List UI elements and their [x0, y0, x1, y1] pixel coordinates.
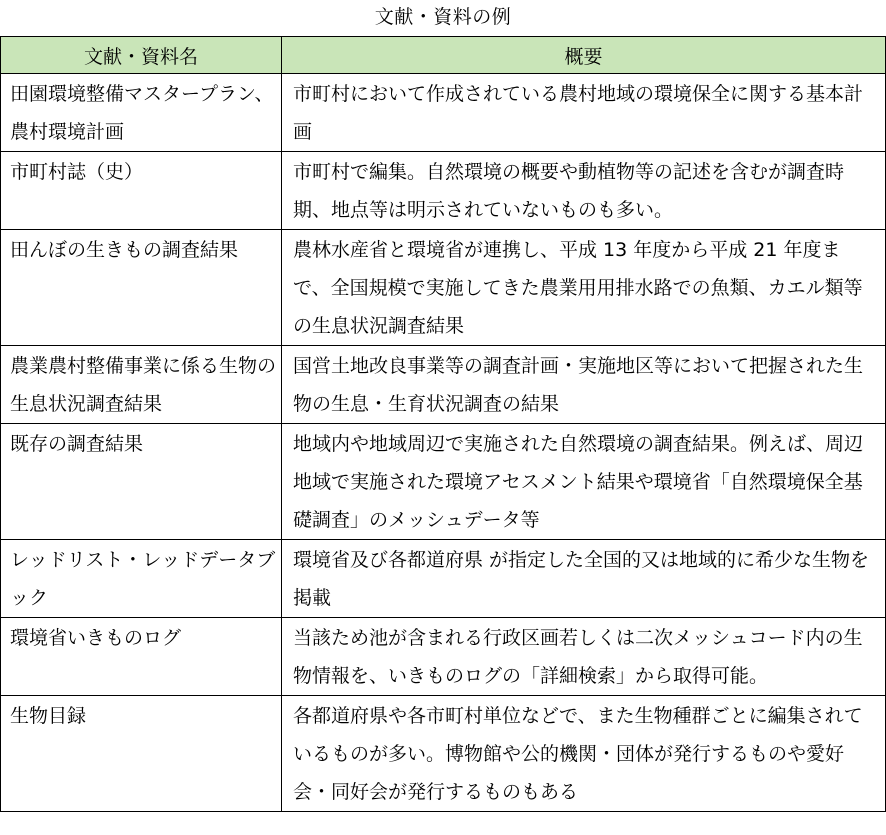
cell-name: 市町村誌（史） [1, 152, 282, 230]
table-row [1, 152, 886, 230]
table-row [1, 230, 886, 346]
table-row [1, 346, 886, 424]
table-row [1, 540, 886, 618]
cell-name: 生物目録 [1, 696, 282, 812]
cell-name: 環境省いきものログ [1, 618, 282, 696]
cell-summary: 地域内や地域周辺で実施された自然環境の調査結果。例えば、周辺地域で実施された環境アセスメント結果や環境省「自然環境保全基礎調査」のメッシュデータ等 [282, 424, 886, 540]
header-summary: 概要 [282, 37, 886, 74]
cell-name: 田んぼの生きもの調査結果 [1, 230, 282, 346]
cell-summary: 市町村において作成されている農村地域の環境保全に関する基本計画 [282, 74, 886, 152]
table-row [1, 74, 886, 152]
cell-name: 農業農村整備事業に係る生物の生息状況調査結果 [1, 346, 282, 424]
table-caption: 文献・資料の例 [374, 6, 512, 28]
cell-summary: 各都道府県や各市町村単位などで、また生物種群ごとに編集されているものが多い。博物館や公的機関・団体が発行するものや愛好会・同好会が発行するものもある [282, 696, 886, 812]
table-row [1, 618, 886, 696]
cell-summary: 農林水産省と環境省が連携し、平成 13 年度から平成 21 年度まで、全国規模で実施してきた農業用用排水路での魚類、カエル類等の生息状況調査結果 [282, 230, 886, 346]
cell-name: 既存の調査結果 [1, 424, 282, 540]
documents-table [0, 36, 886, 812]
cell-summary: 環境省及び各都道府県 が指定した全国的又は地域的に希少な生物を掲載 [282, 540, 886, 618]
table-row [1, 424, 886, 540]
header-row [1, 37, 886, 74]
table-row [1, 696, 886, 812]
cell-name: 田園環境整備マスタープラン、農村環境計画 [1, 74, 282, 152]
header-name: 文献・資料名 [1, 37, 282, 74]
cell-summary: 国営土地改良事業等の調査計画・実施地区等において把握された生物の生息・生育状況調査の結果 [282, 346, 886, 424]
cell-summary: 市町村で編集。自然環境の概要や動植物等の記述を含むが調査時期、地点等は明示されていないものも多い。 [282, 152, 886, 230]
cell-name: レッドリスト・レッドデータブック [1, 540, 282, 618]
cell-summary: 当該ため池が含まれる行政区画若しくは二次メッシュコード内の生物情報を、いきものログの「詳細検索」から取得可能。 [282, 618, 886, 696]
